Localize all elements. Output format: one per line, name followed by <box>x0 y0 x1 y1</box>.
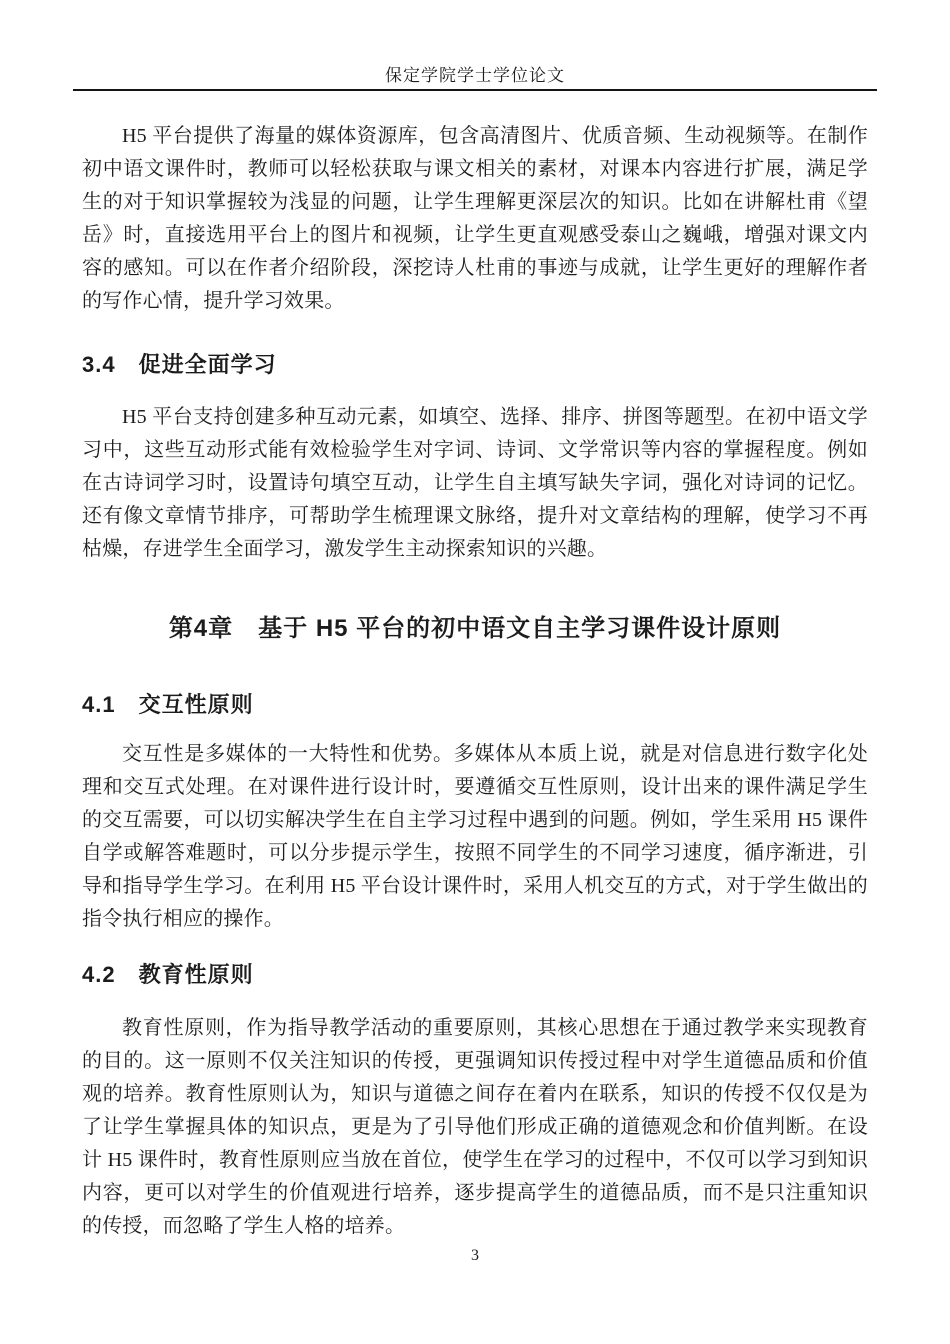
chapter-4-heading: 第4章 基于 H5 平台的初中语文自主学习课件设计原则 <box>168 615 782 642</box>
paragraph-3-4: H5 平台支持创建多种互动元素，如填空、选择、排序、拼图等题型。在初中语文学习中，这些互动形式能有效检验学生对字词、诗词、文学常识等内容的掌握程度。例如在古诗词学习时，设置诗句填空互动，让学生自主填写缺失字词，强化对诗词的记忆。还有像文章情节排序，可帮助学生梳理课文脉络，提升对文章结构的理解，使学习不再枯燥，存进学生全面学习，激发学生主动探索知识的兴趣。 <box>82 406 868 560</box>
section-heading-4-1: 4.1 交互性原则 <box>82 692 254 717</box>
page-header: 保定学院学士学位论文 <box>73 64 877 91</box>
paragraph-media-library: H5 平台提供了海量的媒体资源库，包含高清图片、优质音频、生动视频等。在制作初中语文课件时，教师可以轻松获取与课文相关的素材，对课本内容进行扩展，满足学生的对于知识掌握较为浅显的问题，让学生理解更深层次的知识。比如在讲解杜甫《望岳》时，直接选用平台上的图片和视频，让学生更直观感受泰山之巍峨，增强对课文内容的感知。可以在作者介绍阶段，深挖诗人杜甫的事迹与成就，让学生更好的理解作者的写作心情，提升学习效果。 <box>82 125 868 312</box>
page-number: 3 <box>471 1247 479 1264</box>
paragraph-4-2: 教育性原则，作为指导教学活动的重要原则，其核心思想在于通过教学来实现教育的目的。这一原则不仅关注知识的传授，更强调知识传授过程中对学生道德品质和价值观的培养。教育性原则认为，知识与道德之间存在着内在联系，知识的传授不仅仅是为了让学生掌握具体的知识点，更是为了引导他们形成正确的道德观念和价值判断。在设计 H5 课件时，教育性原则应当放在首位，使学生在学习的过程中，不仅可以学习到知识内容，更可以对学生的价值观进行培养，逐步提高学生的道德品质，而不是只注重知识的传授，而忽略了学生人格的培养。 <box>82 1017 868 1237</box>
section-heading-3-4: 3.4 促进全面学习 <box>82 352 277 377</box>
page-content <box>82 90 868 1243</box>
section-heading-4-2: 4.2 教育性原则 <box>82 962 254 987</box>
paragraph-4-1: 交互性是多媒体的一大特性和优势。多媒体从本质上说，就是对信息进行数字化处理和交互式处理。在对课件进行设计时，要遵循交互性原则，设计出来的课件满足学生的交互需要，可以切实解决学生在自主学习过程中遇到的问题。例如，学生采用 H5 课件自学或解答难题时，可以分步提示学生，按照不同学生的不同学习速度，循序渐进，引导和指导学生学习。在利用 H5 平台设计课件时，采用人机交互的方式，对于学生做出的指令执行相应的操作。 <box>82 743 868 930</box>
